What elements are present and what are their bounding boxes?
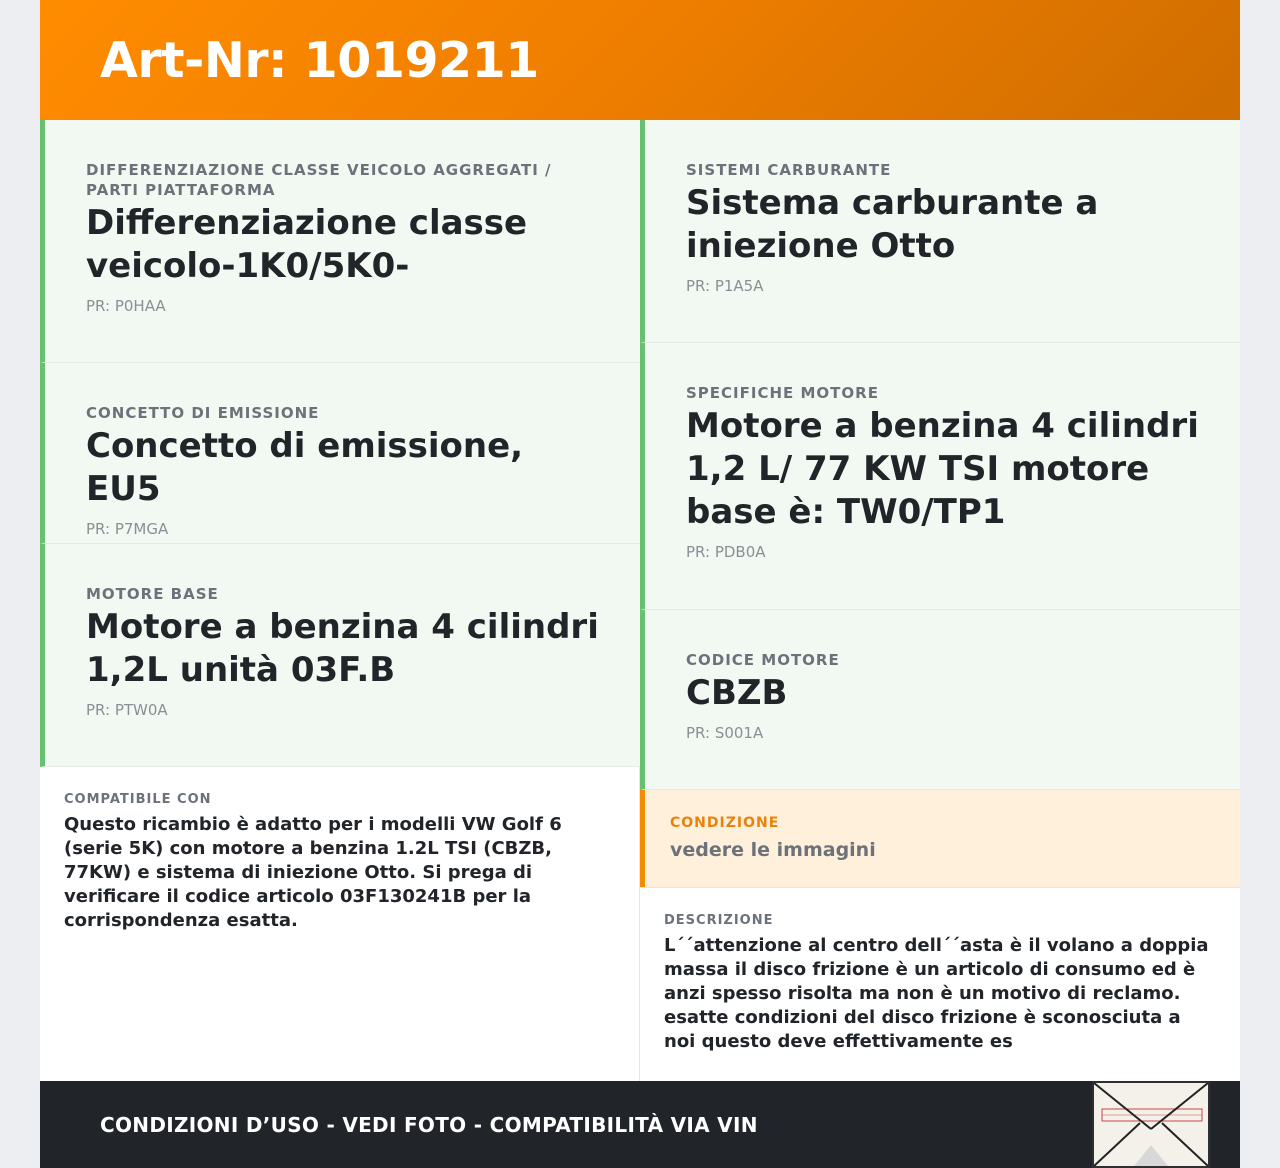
attribute-pr-code: PR: P1A5A [686, 277, 764, 295]
envelope-stamp-graphic [1094, 1083, 1208, 1166]
attribute-card-emission [40, 363, 640, 544]
description-label: DESCRIZIONE [664, 913, 774, 928]
article-number-title: Art-Nr: 1019211 [100, 31, 539, 89]
compatibility-section [40, 767, 640, 933]
header-bar [40, 0, 1240, 120]
attribute-pr-code: PR: P0HAA [86, 297, 166, 315]
footer-bar [40, 1081, 1240, 1168]
attribute-card-fuel-system [640, 120, 1240, 343]
attribute-card-engine-spec [640, 343, 1240, 610]
description-section [640, 887, 1240, 1054]
attribute-label: CODICE MOTORE [686, 651, 840, 669]
attribute-card-base-engine [40, 544, 640, 767]
attribute-value: Motore a benzina 4 cilindri 1,2 L/ 77 KW TSI motore base è: TW0/TP1 [686, 406, 1199, 532]
attribute-label: SISTEMI CARBURANTE [686, 161, 892, 179]
compatibility-label: COMPATIBILE CON [64, 792, 212, 807]
left-column [40, 120, 640, 1081]
condition-label: CONDIZIONE [670, 815, 780, 831]
envelope-stamp-icon [1092, 1081, 1210, 1168]
attribute-card-platform [40, 120, 640, 363]
attribute-label: CONCETTO DI EMISSIONE [86, 404, 320, 422]
attribute-value: Concetto di emissione, EU5 [86, 426, 524, 509]
description-text: L´´attenzione al centro dell´´asta è il volano a doppia massa il disco frizione è un articolo di consumo ed è anzi spesso risolta ma non è un motivo di reclamo. esatte condizioni del disco frizione è sconosciuta a noi questo deve effettivamente es [664, 935, 1209, 1052]
attribute-value: Differenziazione classe veicolo-1K0/5K0- [86, 203, 528, 286]
compatibility-text: Questo ricambio è adatto per i modelli VW Golf 6 (serie 5K) con motore a benzina 1.2L TSI (CBZB, 77KW) e sistema di iniezione Otto. Si prega di verificare il codice articolo 03F130241B per la corrispondenza esatta. [64, 814, 562, 931]
attribute-label: SPECIFICHE MOTORE [686, 384, 879, 402]
product-sheet [40, 0, 1240, 1168]
attribute-card-engine-code [640, 610, 1240, 790]
attribute-value: Motore a benzina 4 cilindri 1,2L unità 03F.B [86, 607, 599, 690]
footer-text: CONDIZIONI D’USO - VEDI FOTO - COMPATIBILITÀ VIA VIN [100, 1112, 758, 1137]
attribute-label: MOTORE BASE [86, 585, 219, 603]
attribute-pr-code: PR: PDB0A [686, 543, 766, 561]
attribute-pr-code: PR: S001A [686, 724, 764, 742]
condition-section [640, 790, 1240, 887]
attribute-label: DIFFERENZIAZIONE CLASSE VEICOLO AGGREGATI / PARTI PIATTAFORMA [86, 161, 552, 199]
attribute-value: CBZB [686, 673, 788, 713]
attribute-grid [40, 120, 1240, 1081]
right-column [640, 120, 1240, 1081]
condition-text: vedere le immagini [670, 839, 876, 861]
attribute-pr-code: PR: P7MGA [86, 520, 169, 538]
attribute-pr-code: PR: PTW0A [86, 701, 168, 719]
attribute-value: Sistema carburante a iniezione Otto [686, 183, 1099, 266]
